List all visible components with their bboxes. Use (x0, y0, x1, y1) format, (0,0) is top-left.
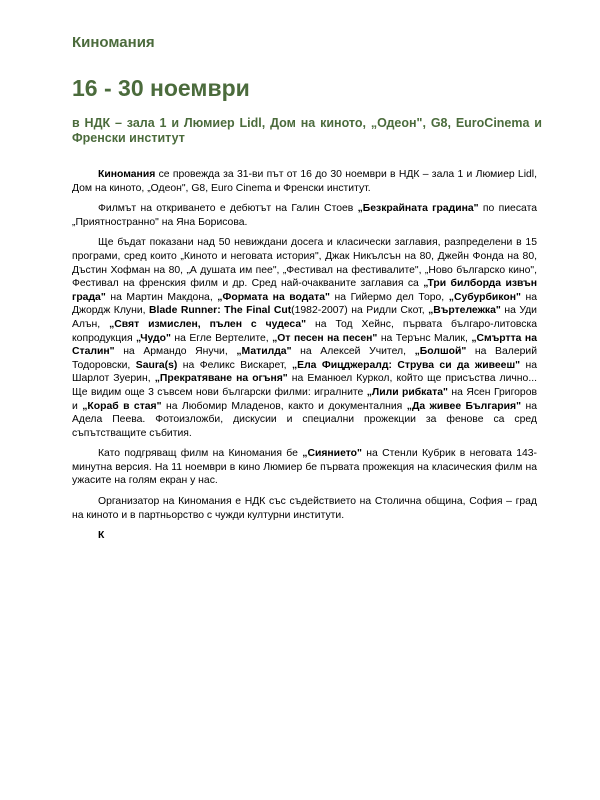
bold-title-run: „Матилда" (236, 346, 292, 358)
paragraph-organizer (72, 495, 537, 522)
bold-title-run: „От песен на песен" (272, 332, 378, 344)
text-run: на Гийермо дел Торо, (329, 291, 449, 303)
text-run: Филмът на откриването е дебютът на Галин Стоев (98, 203, 358, 215)
text-run: на Адела Пеева. Фотоизложби, дискусии и специални прожекции за феновe са сред съпътстващите събития. (72, 400, 537, 439)
venue-subtitle: в НДК – зала 1 и Люмиер Lidl, Дом на киното, „Одеон", G8, EuroCinema и Френски институт (72, 116, 542, 145)
section-kicker: Киномания (72, 34, 155, 51)
bold-title-run: „Лили рибката" (366, 386, 448, 398)
text-run: на Терънс Малик, (377, 332, 472, 344)
bold-title-run: „Три билборда извън града" (72, 278, 537, 303)
paragraph-intro (72, 168, 537, 195)
paragraph-programme (72, 236, 537, 440)
paragraph-warmup-film (72, 447, 537, 488)
trailing-letter: К (98, 530, 105, 542)
text-run: на Еманюел Куркол, който ще присъства лично... Ще видим още 3 съвсем нови български филми: игралните (72, 373, 537, 398)
bold-title-run: „Смъртта на Сталин" (72, 332, 537, 358)
paragraph-opening-film (72, 202, 537, 229)
article-body (72, 168, 537, 550)
bold-title-run: Киномания (98, 169, 156, 180)
text-run: на Тод Хейнс, първата българо-литовска копродукция (72, 318, 538, 344)
text-run: Организатор на Киномания е НДК със съдействието на Столична община, София – град на киното и в партньорство с чужди културни институти. (72, 496, 537, 521)
bold-title-run: „Сиянието" (302, 448, 362, 460)
text-run: на Любомир Младенов, както и документалния (161, 400, 407, 412)
bold-title-run: Blade Runner: The Final Cut (149, 305, 292, 317)
text-run: на Егле Вертелите, (170, 332, 273, 344)
text-run: на Феликс Вискарет, (177, 359, 292, 371)
bold-title-run: „Кораб в стая" (82, 400, 162, 412)
text-run: (1982-2007) на Ридли Скот, (291, 305, 429, 317)
bold-title-run: „Свят измислен, пълен с чудеса" (109, 318, 307, 330)
text-run: на Валерий Тодоровски, (72, 346, 537, 371)
text-run: по пиесата „Приятностранно" на Яна Борисова. (72, 203, 538, 228)
text-run: на Ясен Григоров и (72, 386, 537, 412)
text-run: на Армандо Янучи, (114, 346, 237, 358)
text-run: на Стенли Кубрик в неговата 143-минутна версия. На 11 ноември в кино Люмиер бе първата прожекция на класическия филм на ужасите на голям екран у нас. (72, 448, 537, 487)
text-run: на Джордж Клуни, (72, 291, 538, 317)
bold-title-run: „Безкрайната градина" (357, 203, 479, 215)
bold-title-run: „Субурбикон" (448, 291, 521, 303)
page-title: 16 - 30 ноември (72, 75, 250, 101)
bold-title-run: „Формата на водата" (217, 291, 330, 303)
text-run: се провежда за 31-ви път от 16 до 30 ноември в НДК – зала 1 и Люмиер Lidl, Дом на киното, „Одеон", G8, Euro Cinema и Френски институт. (72, 169, 537, 194)
bold-title-run: „Да живее България" (406, 400, 522, 412)
bold-title-run: „Болшой" (414, 346, 467, 358)
bold-title-run: „Прекратяване на огъня" (154, 373, 288, 385)
text-run: Като подгряващ филм на Киномания бе (98, 448, 303, 460)
text-run: на Мартин Макдона, (105, 291, 218, 303)
bold-title-run: Saura(s) (135, 359, 178, 371)
text-run: на Уди Алън, (72, 305, 537, 330)
text-run: Ще бъдат показани над 50 невиждани досега и класически заглавия, разпределени в 15 програми, сред които „Киното и неговата история", Джак Никълсън на 80, Джейн Фонда на 80, Дъстин Хофман на 80, „А душата им пее", „Фестивал на фестивалите", „Ново българско кино", Фестивал на френския филм и др. Сред най-очакваните заглавия са (72, 237, 537, 290)
bold-title-run: „Ела Фицджералд: Струва си да живееш" (291, 359, 521, 371)
text-run: на Шарлот Зуерин, (72, 359, 537, 385)
bold-title-run: „Въртележка" (428, 305, 501, 317)
text-run: на Алексей Учител, (291, 346, 415, 358)
bold-title-run: „Чудо" (136, 332, 171, 344)
